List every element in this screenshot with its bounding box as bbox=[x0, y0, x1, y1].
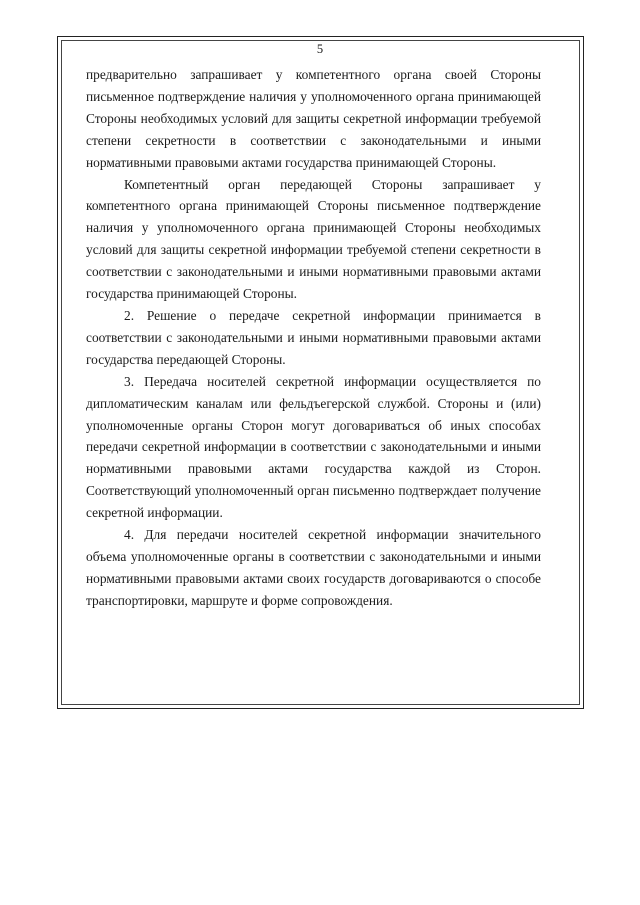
page-number: 5 bbox=[316, 42, 324, 56]
paragraph-clause-3: 3. Передача носителей секретной информации осуществляется по дипломатическим каналам или фельдъегерской службой. Стороны и (или) уполномоченные органы Сторон могут договариваться об иных способах передачи секретной информации в соответствии с законодательными и иными нормативными правовыми актами государства каждой из Сторон. Соответствующий уполномоченный орган письменно подтверждает получение секретной информации. bbox=[86, 373, 541, 521]
paragraph-clause-2: 2. Решение о передаче секретной информации принимается в соответствии с законодательными и иными нормативными правовыми актами государства передающей Стороны. bbox=[86, 307, 541, 367]
document-body bbox=[86, 64, 541, 612]
paragraph-continuation: предварительно запрашивает у компетентного органа своей Стороны письменное подтверждение наличия у уполномоченного органа принимающей Стороны необходимых условий для защиты секретной информации требуемой степени секретности в соответствии с законодательными и иными нормативными правовыми актами государства принимающей Стороны. bbox=[86, 67, 541, 170]
paragraph-clause-4: 4. Для передачи носителей секретной информации значительного объема уполномоченные органы в соответствии с законодательными и иными нормативными правовыми актами своих государств договариваются о способе транспортировки, маршруте и форме сопровождения. bbox=[86, 527, 541, 608]
paragraph-competent-authority: Компетентный орган передающей Стороны запрашивает у компетентного органа принимающей Стороны письменное подтверждение наличия у уполномоченного органа принимающей Стороны необходимых условий для защиты секретной информации требуемой степени секретности в соответствии с законодательными и иными нормативными правовыми актами государства принимающей Стороны. bbox=[86, 176, 541, 302]
